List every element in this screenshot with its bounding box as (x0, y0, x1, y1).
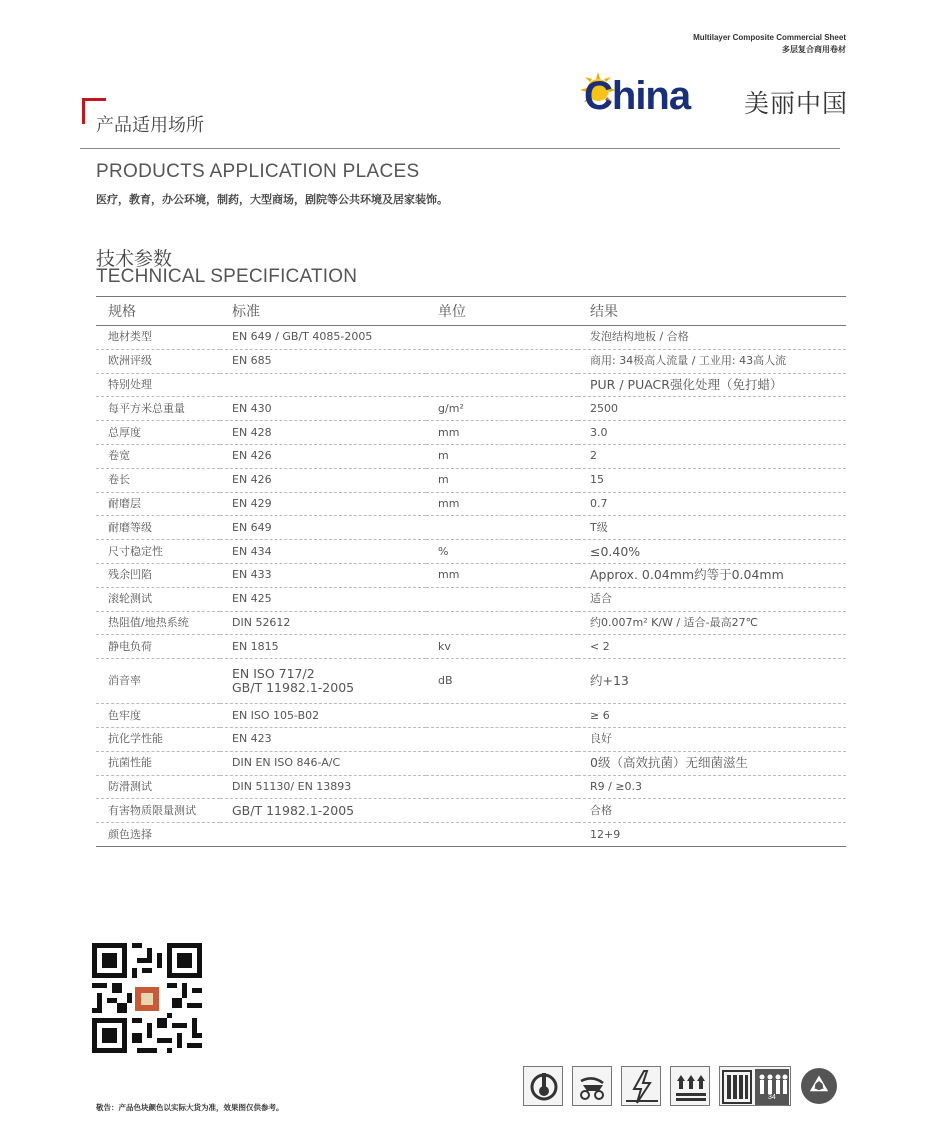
row-result: 发泡结构地板 / 合格 (578, 326, 846, 350)
row-unit (426, 799, 578, 823)
row-name: 尺寸稳定性 (96, 540, 220, 564)
table-row (96, 799, 846, 823)
row-unit: g/m² (426, 397, 578, 421)
commercial-icon (719, 1066, 791, 1106)
row-result: 适合 (578, 587, 846, 611)
row-unit: mm (426, 421, 578, 445)
row-result: PUR / PUACR强化处理（免打蜡） (578, 373, 846, 397)
table-row (96, 635, 846, 659)
heavy-traffic-icon (670, 1066, 710, 1106)
row-name: 卷长 (96, 468, 220, 492)
table-row (96, 349, 846, 373)
row-standard: EN 649 / GB/T 4085-2005 (220, 326, 426, 350)
row-standard: EN 649 (220, 516, 426, 540)
row-standard (220, 823, 426, 847)
row-standard: EN 433 (220, 563, 426, 587)
rating-number: 34 (768, 1094, 776, 1101)
row-standard: EN 423 (220, 727, 426, 751)
row-result: 2 (578, 444, 846, 468)
row-unit: kv (426, 635, 578, 659)
table-row (96, 587, 846, 611)
row-name: 耐磨等级 (96, 516, 220, 540)
row-name: 有害物质限量测试 (96, 799, 220, 823)
row-name: 欧洲评级 (96, 349, 220, 373)
brand-header (693, 32, 846, 56)
row-result: 约+13 (578, 659, 846, 704)
row-result: 良好 (578, 727, 846, 751)
row-result: R9 / ≥0.3 (578, 775, 846, 799)
row-unit: mm (426, 563, 578, 587)
row-standard: EN 1815 (220, 635, 426, 659)
application-title-en: PRODUCTS APPLICATION PLACES (96, 161, 420, 182)
antistatic-icon (621, 1066, 661, 1106)
row-standard: GB/T 11982.1-2005 (220, 799, 426, 823)
row-unit (426, 727, 578, 751)
qr-center-logo (133, 985, 161, 1013)
row-name: 静电负荷 (96, 635, 220, 659)
table-row (96, 421, 846, 445)
application-description: 医疗，教育，办公环境，制药，大型商场，剧院等公共环境及居家装饰。 (96, 193, 448, 206)
header-unit: 单位 (426, 297, 578, 326)
row-result: 12+9 (578, 823, 846, 847)
row-result: < 2 (578, 635, 846, 659)
table-row (96, 659, 846, 704)
row-unit (426, 823, 578, 847)
row-standard: EN ISO 105-B02 (220, 704, 426, 728)
table-header-row (96, 297, 846, 326)
divider (80, 148, 840, 149)
row-unit (426, 516, 578, 540)
table-row (96, 704, 846, 728)
table-row (96, 751, 846, 775)
row-standard (220, 659, 426, 704)
brand-cn-line: 多层复合商用卷材 (782, 45, 846, 54)
application-title-cn: 产品适用场所 (96, 115, 204, 136)
row-standard: EN 426 (220, 468, 426, 492)
row-result: T级 (578, 516, 846, 540)
row-result: 商用: 34极高人流量 / 工业用: 43高人流 (578, 349, 846, 373)
header-result: 结果 (578, 297, 846, 326)
table-row (96, 444, 846, 468)
row-standard: EN 429 (220, 492, 426, 516)
row-unit (426, 349, 578, 373)
row-standard: EN 425 (220, 587, 426, 611)
table-row (96, 492, 846, 516)
table-row (96, 727, 846, 751)
row-result: 0级（高效抗菌）无细菌滋生 (578, 751, 846, 775)
table-row (96, 373, 846, 397)
row-unit: m (426, 468, 578, 492)
logo-word: China (584, 74, 691, 118)
footer-notice: 敬告：产品色块颜色以实际大货为准，效果图仅供参考。 (96, 1103, 284, 1112)
row-result: 0.7 (578, 492, 846, 516)
china-logo (576, 70, 848, 120)
table-row (96, 611, 846, 635)
table-row (96, 540, 846, 564)
table-row (96, 563, 846, 587)
spec-table (96, 296, 846, 847)
table-row (96, 397, 846, 421)
row-name: 防滑测试 (96, 775, 220, 799)
row-standard-line2: GB/T 11982.1-2005 (232, 680, 355, 696)
row-unit: mm (426, 492, 578, 516)
logo-cn: 美丽中国 (744, 89, 849, 118)
row-name: 残余凹陷 (96, 563, 220, 587)
row-standard-line1: EN ISO 717/2 (232, 666, 315, 682)
row-unit (426, 704, 578, 728)
row-name: 耐磨层 (96, 492, 220, 516)
row-unit: % (426, 540, 578, 564)
table-row (96, 516, 846, 540)
row-result: 约0.007m² K/W / 适合-最高27℃ (578, 611, 846, 635)
row-name: 热阻值/地热系统 (96, 611, 220, 635)
row-standard: EN 434 (220, 540, 426, 564)
header-spec: 规格 (96, 297, 220, 326)
row-name: 抗化学性能 (96, 727, 220, 751)
row-name: 地材类型 (96, 326, 220, 350)
row-name: 特别处理 (96, 373, 220, 397)
recycle-icon (799, 1066, 839, 1106)
row-result: 3.0 (578, 421, 846, 445)
row-standard: DIN EN ISO 846-A/C (220, 751, 426, 775)
row-standard: EN 685 (220, 349, 426, 373)
row-name: 抗菌性能 (96, 751, 220, 775)
row-result: 2500 (578, 397, 846, 421)
row-name: 每平方米总重量 (96, 397, 220, 421)
row-standard: DIN 51130/ EN 13893 (220, 775, 426, 799)
row-unit (426, 611, 578, 635)
row-name: 滚轮测试 (96, 587, 220, 611)
row-standard: DIN 52612 (220, 611, 426, 635)
row-unit (426, 775, 578, 799)
header-standard: 标准 (220, 297, 426, 326)
brand-en-line: Multilayer Composite Commercial Sheet (693, 33, 846, 42)
row-result: 15 (578, 468, 846, 492)
row-result: ≥ 6 (578, 704, 846, 728)
qr-code[interactable] (92, 943, 202, 1053)
row-standard (220, 373, 426, 397)
pushchair-icon (572, 1066, 612, 1106)
row-unit (426, 373, 578, 397)
row-unit (426, 326, 578, 350)
row-unit (426, 587, 578, 611)
row-standard: EN 428 (220, 421, 426, 445)
row-unit (426, 751, 578, 775)
row-name: 颜色选择 (96, 823, 220, 847)
row-name: 消音率 (96, 659, 220, 704)
row-result: 合格 (578, 799, 846, 823)
table-row (96, 823, 846, 847)
row-result: Approx. 0.04mm约等于0.04mm (578, 563, 846, 587)
row-unit: m (426, 444, 578, 468)
spec-title-cn: 技术参数 (96, 248, 173, 270)
table-row (96, 326, 846, 350)
row-name: 总厚度 (96, 421, 220, 445)
table-row (96, 468, 846, 492)
row-unit: dB (426, 659, 578, 704)
row-standard: EN 426 (220, 444, 426, 468)
spec-title-en: TECHNICAL SPECIFICATION (96, 266, 358, 287)
table-row (96, 775, 846, 799)
row-name: 色牢度 (96, 704, 220, 728)
chair-castor-icon (523, 1066, 563, 1106)
row-result: ≤0.40% (578, 540, 846, 564)
row-name: 卷宽 (96, 444, 220, 468)
row-standard: EN 430 (220, 397, 426, 421)
